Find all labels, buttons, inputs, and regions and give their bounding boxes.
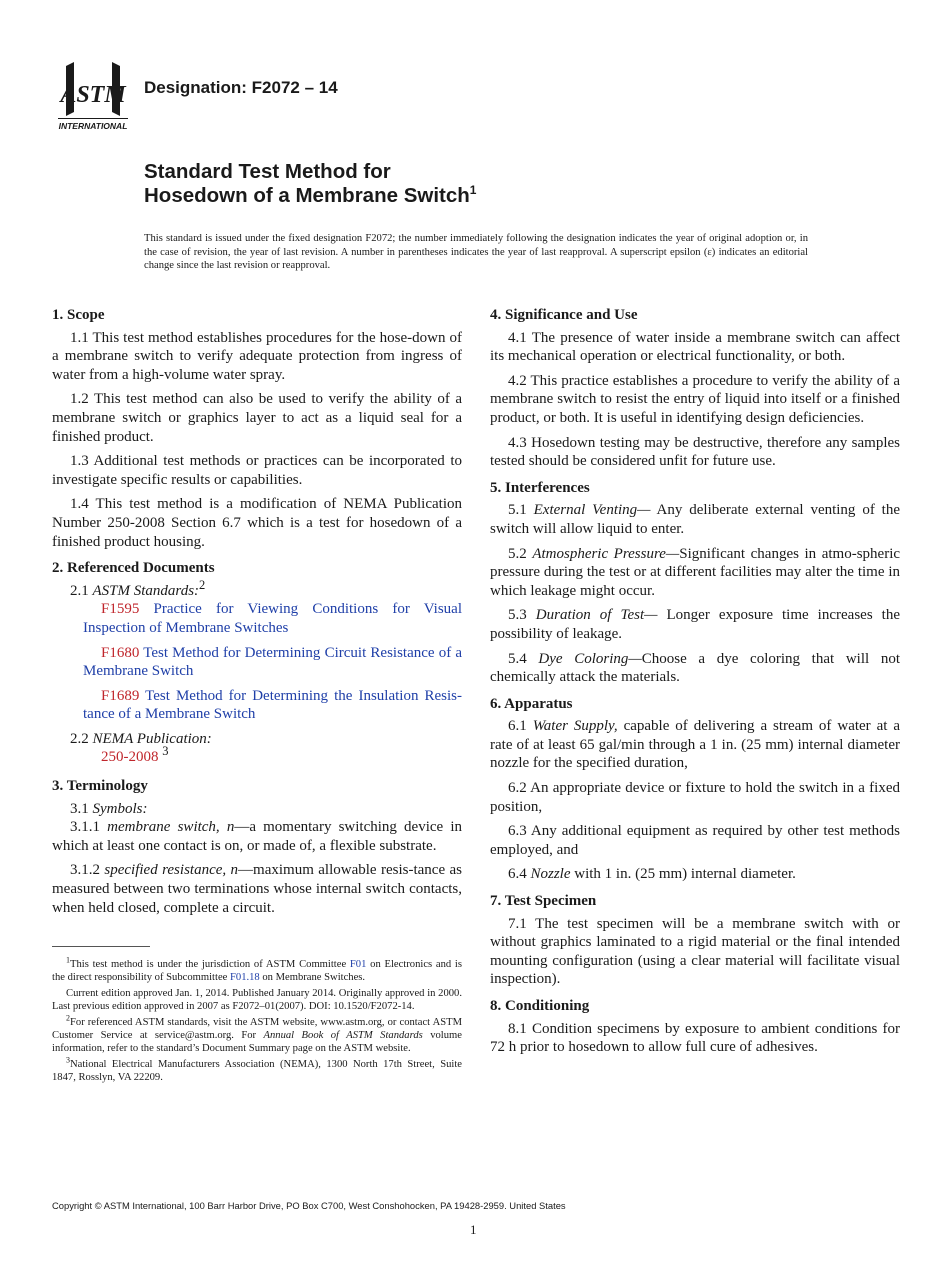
clause-num: 5.3 <box>508 607 536 624</box>
nema-num: 2.2 <box>70 730 93 747</box>
significance-4-2: 4.2 This practice establishes a procedure to verify the ability of a membrane switch to resist the entry of liquid into itself or a finished product, or both. It is useful in identifying design deficiencies. <box>490 372 900 426</box>
ref-title[interactable]: Test Method for Determining the Insulation Resis-tance of a Membrane Switch <box>83 687 462 723</box>
interference-5-4 <box>490 650 900 687</box>
astm-num: 2.1 <box>70 582 93 599</box>
nema-publication-line <box>52 730 462 749</box>
standard-notice: This standard is issued under the fixed designation F2072; the number immediately following the designation indicates the year of original adoption or, in the case of revision, the year of last revision. A number in parentheses indicates the year of last reapproval. A superscript epsilon (ε) indicates an editorial change since the last revision or reapproval. <box>144 233 808 272</box>
committee-link[interactable]: F01 <box>349 959 367 970</box>
nema-sup: 3 <box>162 744 169 759</box>
title-line-2 <box>144 184 476 208</box>
section-interferences-heading: 5. Interferences <box>490 479 590 496</box>
ref-title[interactable]: Test Method for Determining Circuit Resistance of a Membrane Switch <box>83 644 463 680</box>
left-column <box>52 306 462 923</box>
clause-text: Significant changes in atmo-spheric pressure during the test or at different facilities may alter the time in which leakage might occur. <box>490 545 901 599</box>
title-footnote-mark: 1 <box>469 183 477 198</box>
title-line-1: Standard Test Method for <box>144 160 391 183</box>
ref-code[interactable]: 250-2008 <box>101 749 159 766</box>
clause-text: with 1 in. (25 mm) internal diameter. <box>570 866 796 883</box>
term-membrane-switch <box>52 818 462 855</box>
page-title <box>144 160 476 208</box>
symbols-label: Symbols: <box>92 800 148 817</box>
section-scope-heading: 1. Scope <box>52 307 105 323</box>
clause-num: 6.1 <box>508 718 533 735</box>
footnote-1 <box>52 955 462 985</box>
footnote-mark: 2 <box>66 1013 70 1023</box>
term-num: 3.1.1 <box>70 819 108 836</box>
interference-5-2 <box>490 545 900 601</box>
logo-text-top: ASTM <box>60 82 126 108</box>
footnotes <box>52 955 462 1087</box>
clause-term: Nozzle <box>530 866 571 883</box>
scope-1-3: 1.3 Additional test methods or practices can be incorporated to investigate specific results or capabilities. <box>52 453 462 488</box>
interference-5-1 <box>490 501 900 538</box>
apparatus-6-2: 6.2 An appropriate device or fixture to hold the switch in a fixed position, <box>490 780 900 815</box>
footnote-mark: 3 <box>66 1055 70 1065</box>
clause-num: 5.1 <box>508 502 534 519</box>
astm-label: ASTM Standards: <box>92 582 200 599</box>
term-specified-resistance <box>52 861 462 917</box>
clause-text: capable of delivering a stream of water at a rate of at least 65 gal/min through a 1 in. (25 mm) internal diameter nozzle for the specified duration, <box>490 718 900 772</box>
footnote-2 <box>52 1013 462 1056</box>
subcommittee-link[interactable]: F01.18 <box>230 972 260 984</box>
ref-code[interactable]: F1689 <box>101 687 140 704</box>
astm-standards-line <box>52 577 462 601</box>
specimen-7-1: 7.1 The test specimen will be a membrane switch with or without graphics laminated to a rigid material or the final intended mounting configuration (using a clear material will facilitate visual inspection). <box>490 915 900 988</box>
ref-f1595[interactable] <box>52 600 462 637</box>
ref-f1689[interactable] <box>52 687 462 724</box>
footnote-italic: Annual Book of ASTM Standards <box>263 1030 423 1042</box>
clause-text: Any deliberate external venting of the switch will allow liquid to enter. <box>490 502 901 537</box>
section-conditioning-heading: 8. Conditioning <box>490 998 590 1014</box>
clause-term: External Venting— <box>533 502 651 519</box>
footnote-text: This test method is under the jurisdiction of ASTM Committee <box>70 959 350 970</box>
footnote-text: on Electronics and is the direct responsibility of Subcommittee <box>52 959 462 984</box>
clause-num: 6.4 <box>508 866 531 883</box>
section-terminology-heading: 3. Terminology <box>52 778 148 795</box>
section-referenced-heading: 2. Referenced Documents <box>52 560 215 577</box>
clause-term: Dye Coloring— <box>538 650 642 667</box>
significance-4-3: 4.3 Hosedown testing may be destructive, therefore any samples tested should be considered unfit for future use. <box>490 434 900 470</box>
term-name: specified resistance, n <box>104 862 239 879</box>
scope-1-2: 1.2 This test method can also be used to verify the ability of a membrane switch or graphics layer to act as a liquid seal for a finished product. <box>52 391 462 445</box>
ref-title[interactable]: Practice for Viewing Conditions for Visual Inspection of Membrane Switches <box>83 601 463 636</box>
copyright-footer: Copyright © ASTM International, 100 Barr Harbor Drive, PO Box C700, West Conshohocken, PA 19428-2959. United States <box>52 1200 566 1211</box>
apparatus-6-3: 6.3 Any additional equipment as required by other test methods employed, and <box>490 823 900 858</box>
symbols-num: 3.1 <box>70 800 93 817</box>
interference-5-3 <box>490 606 900 643</box>
clause-text: Longer exposure time increases the possibility of leakage. <box>490 607 901 642</box>
term-num: 3.1.2 <box>70 862 105 879</box>
significance-4-1: 4.1 The presence of water inside a membrane switch can affect its mechanical operation or electrical functionality, or both. <box>490 329 900 365</box>
term-def: —a momentary switching device in which at least one contact is on, or made of, a flexible substrate. <box>52 819 462 854</box>
scope-1-4: 1.4 This test method is a modification of NEMA Publication Number 250-2008 Section 6.7 which is a test for hosedown of a finished product housing. <box>52 496 462 550</box>
astm-logo <box>52 58 134 134</box>
conditioning-8-1: 8.1 Condition specimens by exposure to ambient conditions for 72 h prior to hosedown to allow full cure of adhesives. <box>490 1020 900 1056</box>
section-significance-heading: 4. Significance and Use <box>490 307 638 323</box>
title-line-2-text: Hosedown of a Membrane Switch <box>144 184 470 207</box>
footnote-text: on Membrane Switches. <box>259 972 366 984</box>
clause-num: 5.2 <box>508 545 533 562</box>
symbols-line <box>52 800 462 819</box>
right-column <box>490 306 900 1063</box>
clause-term: Atmospheric Pressure— <box>532 545 680 562</box>
footnote-divider <box>52 946 150 947</box>
footnote-text: volume information, refer to the standard’s Document Summary page on the ASTM website. <box>52 1030 462 1055</box>
ref-f1680[interactable] <box>52 644 462 681</box>
clause-text: Choose a dye coloring that will not chemically attack the materials. <box>490 650 900 686</box>
section-apparatus-heading: 6. Apparatus <box>490 695 573 712</box>
footnote-3 <box>52 1055 462 1085</box>
ref-code[interactable]: F1680 <box>101 644 140 661</box>
clause-num: 5.4 <box>508 650 539 667</box>
term-name: membrane switch, n <box>107 819 235 836</box>
footnote-mark: 1 <box>66 955 70 965</box>
apparatus-6-1 <box>490 717 900 773</box>
footnote-edition: Current edition approved Jan. 1, 2014. Published January 2014. Originally approved in 2000. Last previous edition approved in 2007 as F2072–01(2007). DOI: 10.1520/F2072-14. <box>52 987 462 1013</box>
logo-text-bottom: INTERNATIONAL <box>58 121 128 131</box>
page-number: 1 <box>470 1222 477 1237</box>
astm-sup: 2 <box>199 577 206 592</box>
footnote-text: National Electrical Manufacturers Association (NEMA), 1300 North 17th Street, Suite 1847, Rosslyn, VA 22209. <box>52 1058 462 1084</box>
section-specimen-heading: 7. Test Specimen <box>490 893 597 910</box>
term-def: —maximum allowable resis-tance as measured between two terminations whose internal switch contacts, when held closed, complete a circuit. <box>52 862 463 916</box>
ref-nema-250-2008[interactable] <box>52 744 462 767</box>
nema-label: NEMA Publication: <box>92 730 212 747</box>
apparatus-6-4 <box>490 865 900 884</box>
scope-1-1: 1.1 This test method establishes procedures for the hose-down of a membrane switch to verify adequate protection from ingress of water from a high-volume water spray. <box>52 329 462 383</box>
clause-term: Duration of Test— <box>535 607 658 624</box>
clause-term: Water Supply, <box>532 718 618 735</box>
designation-label: Designation: F2072 – 14 <box>144 78 338 97</box>
ref-code[interactable]: F1595 <box>101 601 140 618</box>
footnote-text: For referenced ASTM standards, visit the ASTM website, www.astm.org, or contact ASTM Customer Service at service@astm.org. For <box>52 1016 462 1042</box>
